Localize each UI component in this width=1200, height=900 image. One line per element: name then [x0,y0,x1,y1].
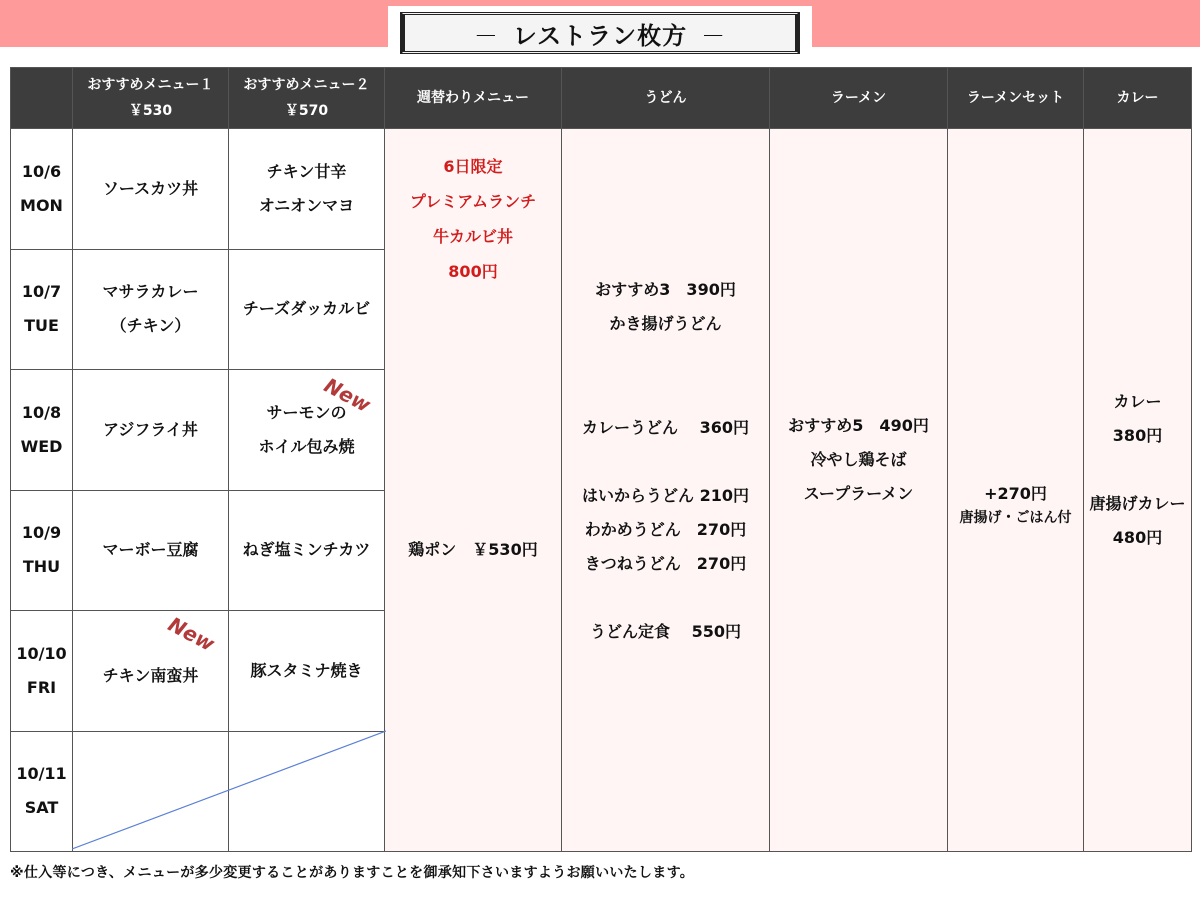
header-ramen: ラーメン [770,68,948,129]
table-row [11,129,1192,250]
ramen-cell [770,129,948,852]
ramen-item: スープラーメン [803,484,914,503]
rec2-cell [229,129,385,250]
header-row [11,68,1192,129]
udon-item: わかめうどん 270円 [584,520,747,539]
header-rec1 [73,68,229,129]
weekly-special-line: 牛カルビ丼 [432,227,513,246]
date-cell [11,249,73,370]
date-cell [11,731,73,852]
weekday-label: SAT [24,798,59,818]
curry-item: 480円 [1112,528,1163,547]
rec1-cell [73,490,229,611]
rec2-cell-empty [229,731,385,852]
rec1-cell [73,249,229,370]
header-rec2 [229,68,385,129]
curry-item: 唐揚げカレー [1089,494,1186,513]
ramen-menu [770,409,947,511]
rec2-item: チキン甘辛 [266,161,347,181]
footnote: ※仕入等につき、メニューが多少変更することがありますことを御承知下さいますようお願いいたします。 [10,865,695,881]
ramen-item: 冷やし鶏そば [810,450,907,469]
rec1-cell [73,370,229,491]
weekday-label: THU [22,557,61,577]
rec2-item: ホイル包み焼 [258,436,355,456]
udon-cell [562,129,770,852]
header-weekly: 週替わりメニュー [385,68,562,129]
rec2-cell [229,249,385,370]
curry-menu [1084,385,1191,555]
rec2-item: チーズダッカルビ [242,299,371,319]
title-dash-left: － [473,21,499,50]
rec1-item: チキン南蛮丼 [102,665,199,685]
curry-item: カレー [1113,392,1162,411]
rec1-item: マサラカレー [102,282,199,302]
weekly-cell [385,129,562,852]
date-cell [11,490,73,611]
rec1-item: ソースカツ丼 [102,178,199,198]
header-rec2-name: おすすめメニュー２ [243,77,370,93]
new-badge: New [320,372,375,418]
rec2-item: ねぎ塩ミンチカツ [242,540,371,560]
header-ramen-set: ラーメンセット [948,68,1084,129]
rec2-cell [229,611,385,732]
rec1-item: マーボー豆腐 [102,540,199,560]
date-label: 10/10 [16,643,67,663]
header-date [11,68,73,129]
weekday-label: MON [20,195,63,215]
date-label: 10/11 [16,764,67,784]
title-box [388,6,812,60]
weekday-label: TUE [24,316,59,336]
date-label: 10/7 [21,282,62,302]
ramen-set-price: +270円 [984,484,1047,503]
new-badge: New [164,611,219,657]
curry-spacer [1084,453,1191,487]
rec1-item: （チキン） [110,316,191,336]
weekly-special-price: 800円 [448,262,498,281]
udon-item: おすすめ3 390円 [595,280,736,299]
header-udon: うどん [562,68,770,129]
date-cell [11,611,73,732]
rec2-item: 豚スタミナ焼き [250,660,363,680]
ramen-set-menu [948,481,1083,529]
rec1-item: アジフライ丼 [103,419,198,439]
date-label: 10/6 [21,161,62,181]
weekday-label: FRI [26,677,57,697]
rec2-cell [229,490,385,611]
title-dash-right: － [701,21,727,50]
header-rec2-price: ￥570 [284,103,329,119]
date-label: 10/9 [21,523,62,543]
udon-item: カレーうどん 360円 [582,418,749,437]
rec2-item: サーモンの [266,402,347,422]
rec2-item: オニオンマヨ [258,195,355,215]
header-rec1-price: ￥530 [128,103,173,119]
weekly-regular-item: 鶏ポン ￥530円 [408,540,538,559]
header-rec1-name: おすすめメニュー１ [87,77,214,93]
weekly-special-line: 6日限定 [443,157,503,176]
date-cell [11,129,73,250]
rec2-cell [229,370,385,491]
header-curry: カレー [1084,68,1192,129]
rec1-cell [73,611,229,732]
page-title [400,12,800,54]
ramen-set-cell [948,129,1084,852]
date-label: 10/8 [21,402,62,422]
udon-menu [562,273,769,649]
curry-cell [1084,129,1192,852]
menu-table [10,67,1192,852]
rec1-cell-empty [73,731,229,852]
udon-item: はいからうどん 210円 [582,486,749,505]
ramen-set-note: 唐揚げ・ごはん付 [959,510,1072,526]
curry-item: 380円 [1112,426,1163,445]
date-cell [11,370,73,491]
ramen-item: おすすめ5 490円 [788,416,929,435]
weekly-special-line: プレミアムランチ [409,192,537,211]
udon-item: きつねうどん 270円 [584,554,747,573]
title-text: レストラン枚方 [512,21,688,50]
udon-item: うどん定食 550円 [590,622,741,641]
udon-item: かき揚げうどん [609,314,722,333]
weekday-label: WED [20,436,63,456]
rec1-cell [73,129,229,250]
